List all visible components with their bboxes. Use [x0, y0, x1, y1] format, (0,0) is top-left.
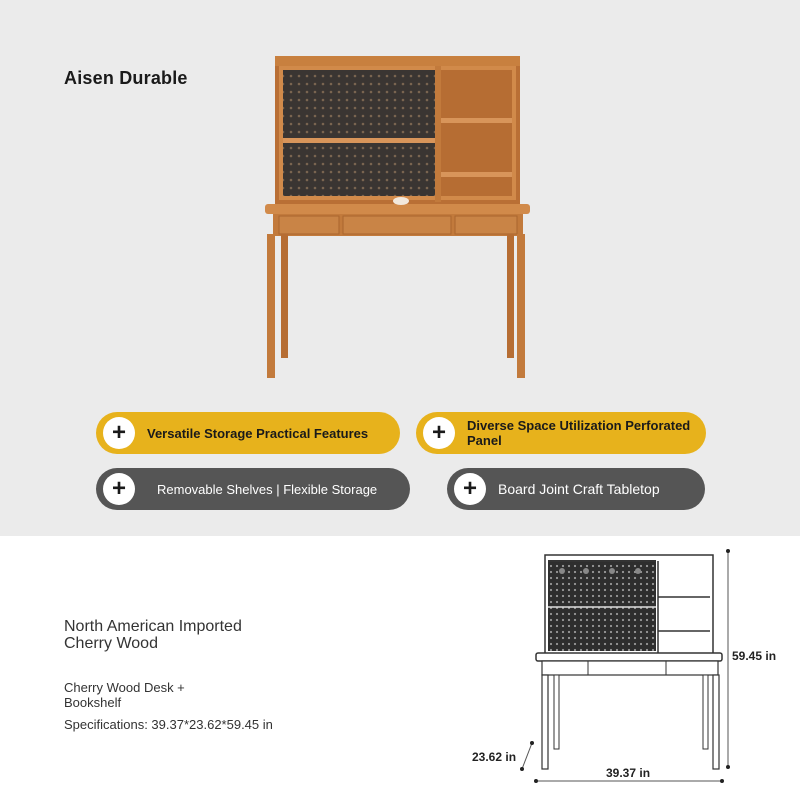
feature-label: Removable Shelves | Flexible Storage	[157, 481, 378, 497]
plus-icon: +	[103, 417, 135, 449]
feature-storage	[96, 412, 400, 454]
brand-title: Aisen Durable	[64, 68, 188, 88]
material-title: North American Imported Cherry Wood	[64, 618, 242, 652]
product-specs: Specifications: 39.37*23.62*59.45 in	[64, 717, 273, 732]
depth-dimension: 23.62 in	[472, 750, 517, 764]
feature-perforated-panel	[416, 412, 706, 454]
height-dimension: 59.45 in	[732, 649, 777, 663]
feature-shelves	[96, 468, 410, 510]
feature-label: Board Joint Craft Tabletop	[498, 480, 660, 497]
desk-product-photo	[255, 48, 545, 383]
feature-label: Diverse Space Utilization Perforated Panel	[467, 418, 691, 448]
feature-tabletop	[447, 468, 705, 510]
width-dimension: 39.37 in	[606, 766, 651, 780]
plus-icon: +	[454, 473, 486, 505]
feature-label: Versatile Storage Practical Features	[147, 425, 369, 441]
plus-icon: +	[103, 473, 135, 505]
plus-icon: +	[423, 417, 455, 449]
product-name: Cherry Wood Desk + Bookshelf	[64, 680, 185, 710]
